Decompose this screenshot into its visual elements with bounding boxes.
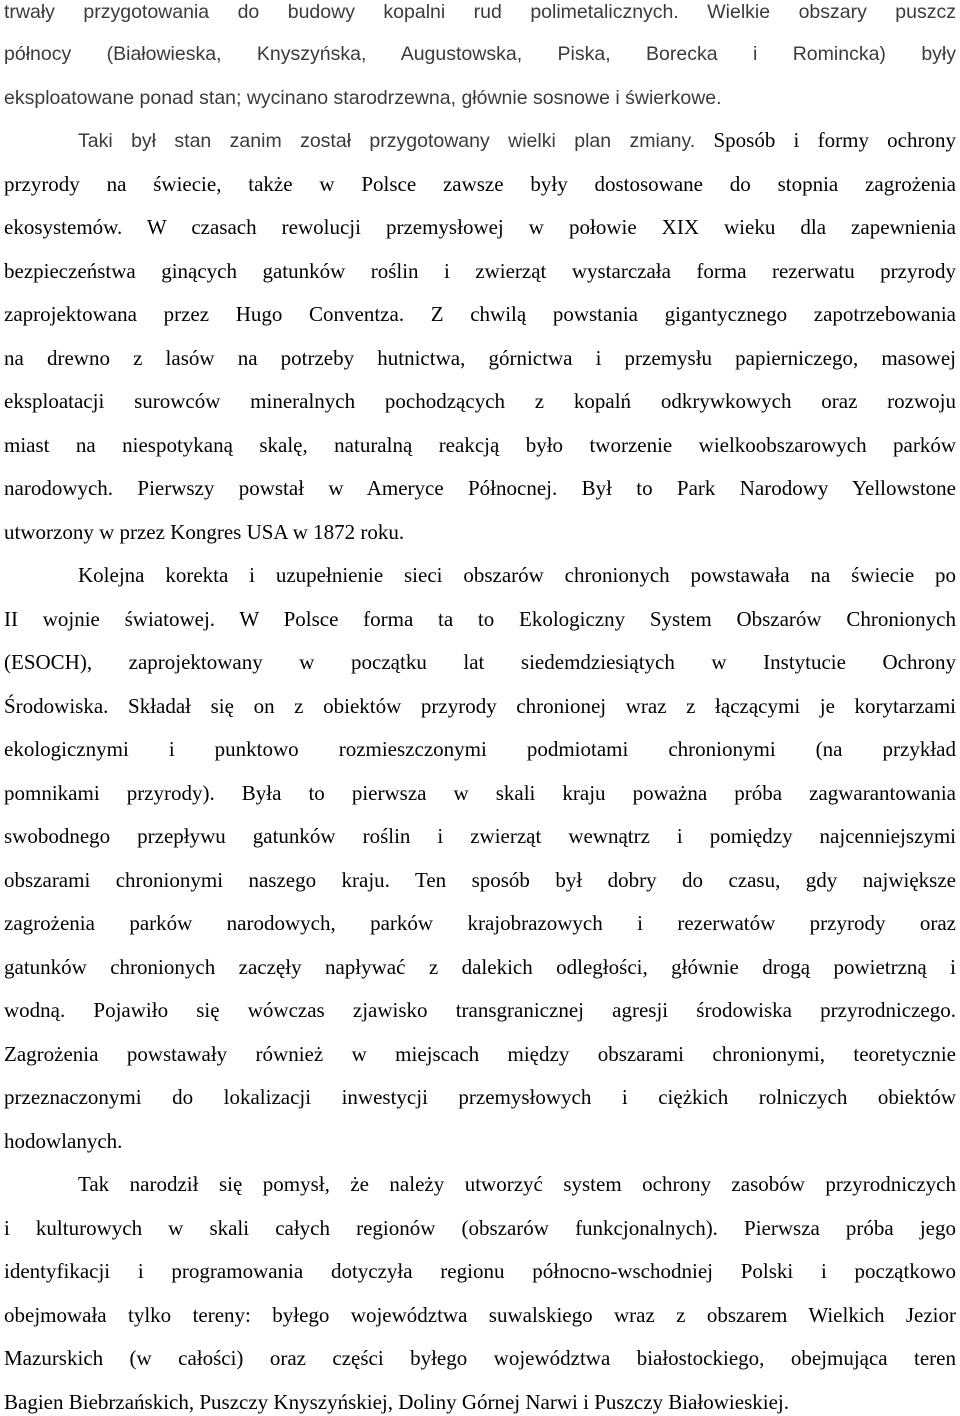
text-line [4, 171, 956, 197]
text-line [4, 1041, 956, 1067]
text-segment: utworzony w przez Kongres USA w 1872 roku. [4, 520, 405, 544]
text-line [4, 910, 956, 936]
text-line [4, 693, 956, 719]
text-segment: Kolejna korekta i uzupełnienie sieci obszarów chronionych powstawała na świecie po [78, 563, 956, 587]
text-line [4, 40, 956, 67]
text-segment: Taki był stan zanim został przygotowany wielki plan zmiany. [78, 130, 696, 152]
text-segment: miast na niespotykaną skalę, naturalną reakcją było tworzenie wielkoobszarowych parków [4, 433, 956, 457]
text-line [4, 997, 956, 1023]
text-segment: trwały przygotowania do budowy kopalni rud polimetalicznych. Wielkie obszary puszcz [4, 1, 956, 23]
text-segment: Tak narodził się pomysł, że należy utworzyć system ochrony zasobów przyrodniczych [78, 1172, 956, 1196]
text-line [4, 606, 956, 632]
text-line [4, 736, 956, 762]
text-line [4, 1215, 956, 1241]
text-segment: swobodnego przepływu gatunków roślin i zwierząt wewnątrz i pomiędzy najcenniejszymi [4, 824, 956, 848]
text-line [4, 649, 956, 675]
text-line [4, 519, 404, 545]
text-segment: ekosystemów. W czasach rewolucji przemysłowej w połowie XIX wieku dla zapewnienia [4, 215, 956, 239]
text-line [4, 1171, 956, 1197]
text-line [4, 867, 956, 893]
text-segment: na drewno z lasów na potrzeby hutnictwa, górnictwa i przemysłu papierniczego, masowej [4, 346, 956, 370]
text-segment: hodowlanych. [4, 1129, 123, 1153]
text-segment: narodowych. Pierwszy powstał w Ameryce Północnej. Był to Park Narodowy Yellowstone [4, 476, 956, 500]
text-line [4, 432, 956, 458]
text-line [4, 258, 956, 284]
text-line [4, 1302, 956, 1328]
text-segment: Sposób i formy ochrony [695, 128, 956, 152]
text-line [4, 127, 956, 154]
text-segment: eksploatowane ponad stan; wycinano starodrzewna, głównie sosnowe i świerkowe. [4, 87, 722, 109]
text-segment: eksploatacji surowców mineralnych pochodzących z kopalń odkrywkowych oraz rozwoju [4, 389, 956, 413]
text-segment: bezpieczeństwa ginących gatunków roślin i zwierząt wystarczała forma rezerwatu przyrody [4, 259, 956, 283]
text-segment: pomnikami przyrody). Była to pierwsza w skali kraju poważna próba zagwarantowania [4, 781, 956, 805]
text-line [4, 301, 956, 327]
text-line [4, 0, 956, 25]
text-segment: identyfikacji i programowania dotyczyła regionu północno-wschodniej Polski i początkowo [4, 1259, 956, 1283]
text-line [4, 1389, 789, 1415]
text-segment: obejmowała tylko tereny: byłego województwa suwalskiego wraz z obszarem Wielkich Jezior [4, 1303, 956, 1327]
text-segment: wodną. Pojawiło się wówczas zjawisko transgranicznej agresji środowiska przyrodniczego. [4, 998, 956, 1022]
text-segment: II wojnie światowej. W Polsce forma ta to Ekologiczny System Obszarów Chronionych [4, 607, 956, 631]
text-line [4, 562, 956, 588]
text-line [4, 1084, 956, 1110]
text-line [4, 780, 956, 806]
text-line [4, 388, 956, 414]
text-line [4, 823, 956, 849]
text-line [4, 1345, 956, 1371]
text-line [4, 84, 722, 111]
text-line [4, 954, 956, 980]
text-segment: przeznaczonymi do lokalizacji inwestycji przemysłowych i ciężkich rolniczych obiektów [4, 1085, 956, 1109]
text-line [4, 1258, 956, 1284]
text-segment: Mazurskich (w całości) oraz części byłego województwa białostockiego, obejmująca teren [4, 1346, 956, 1370]
text-segment: ekologicznymi i punktowo rozmieszczonymi podmiotami chronionymi (na przykład [4, 737, 956, 761]
text-line [4, 475, 956, 501]
text-segment: Zagrożenia powstawały również w miejscach między obszarami chronionymi, teoretycznie [4, 1042, 956, 1066]
text-line [4, 1128, 122, 1154]
text-segment: Bagien Biebrzańskich, Puszczy Knyszyńskiej, Doliny Górnej Narwi i Puszczy Białowieskiej. [4, 1390, 789, 1414]
text-segment: obszarami chronionymi naszego kraju. Ten sposób był dobry do czasu, gdy największe [4, 868, 956, 892]
text-segment: i kulturowych w skali całych regionów (obszarów funkcjonalnych). Pierwsza próba jego [4, 1216, 956, 1240]
text-line [4, 345, 956, 371]
text-segment: przyrody na świecie, także w Polsce zawsze były dostosowane do stopnia zagrożenia [4, 172, 956, 196]
text-segment: (ESOCH), zaprojektowany w początku lat siedemdziesiątych w Instytucie Ochrony [4, 650, 956, 674]
text-segment: Środowiska. Składał się on z obiektów przyrody chronionej wraz z łączącymi je korytarzami [4, 694, 956, 718]
text-line [4, 214, 956, 240]
text-segment: zaprojektowana przez Hugo Conventza. Z chwilą powstania gigantycznego zapotrzebowania [4, 302, 956, 326]
text-segment: gatunków chronionych zaczęły napływać z dalekich odległości, głównie drogą powietrzną i [4, 955, 956, 979]
text-segment: północy (Białowieska, Knyszyńska, Augustowska, Piska, Borecka i Romincka) były [4, 43, 956, 65]
text-segment: zagrożenia parków narodowych, parków krajobrazowych i rezerwatów przyrody oraz [4, 911, 956, 935]
